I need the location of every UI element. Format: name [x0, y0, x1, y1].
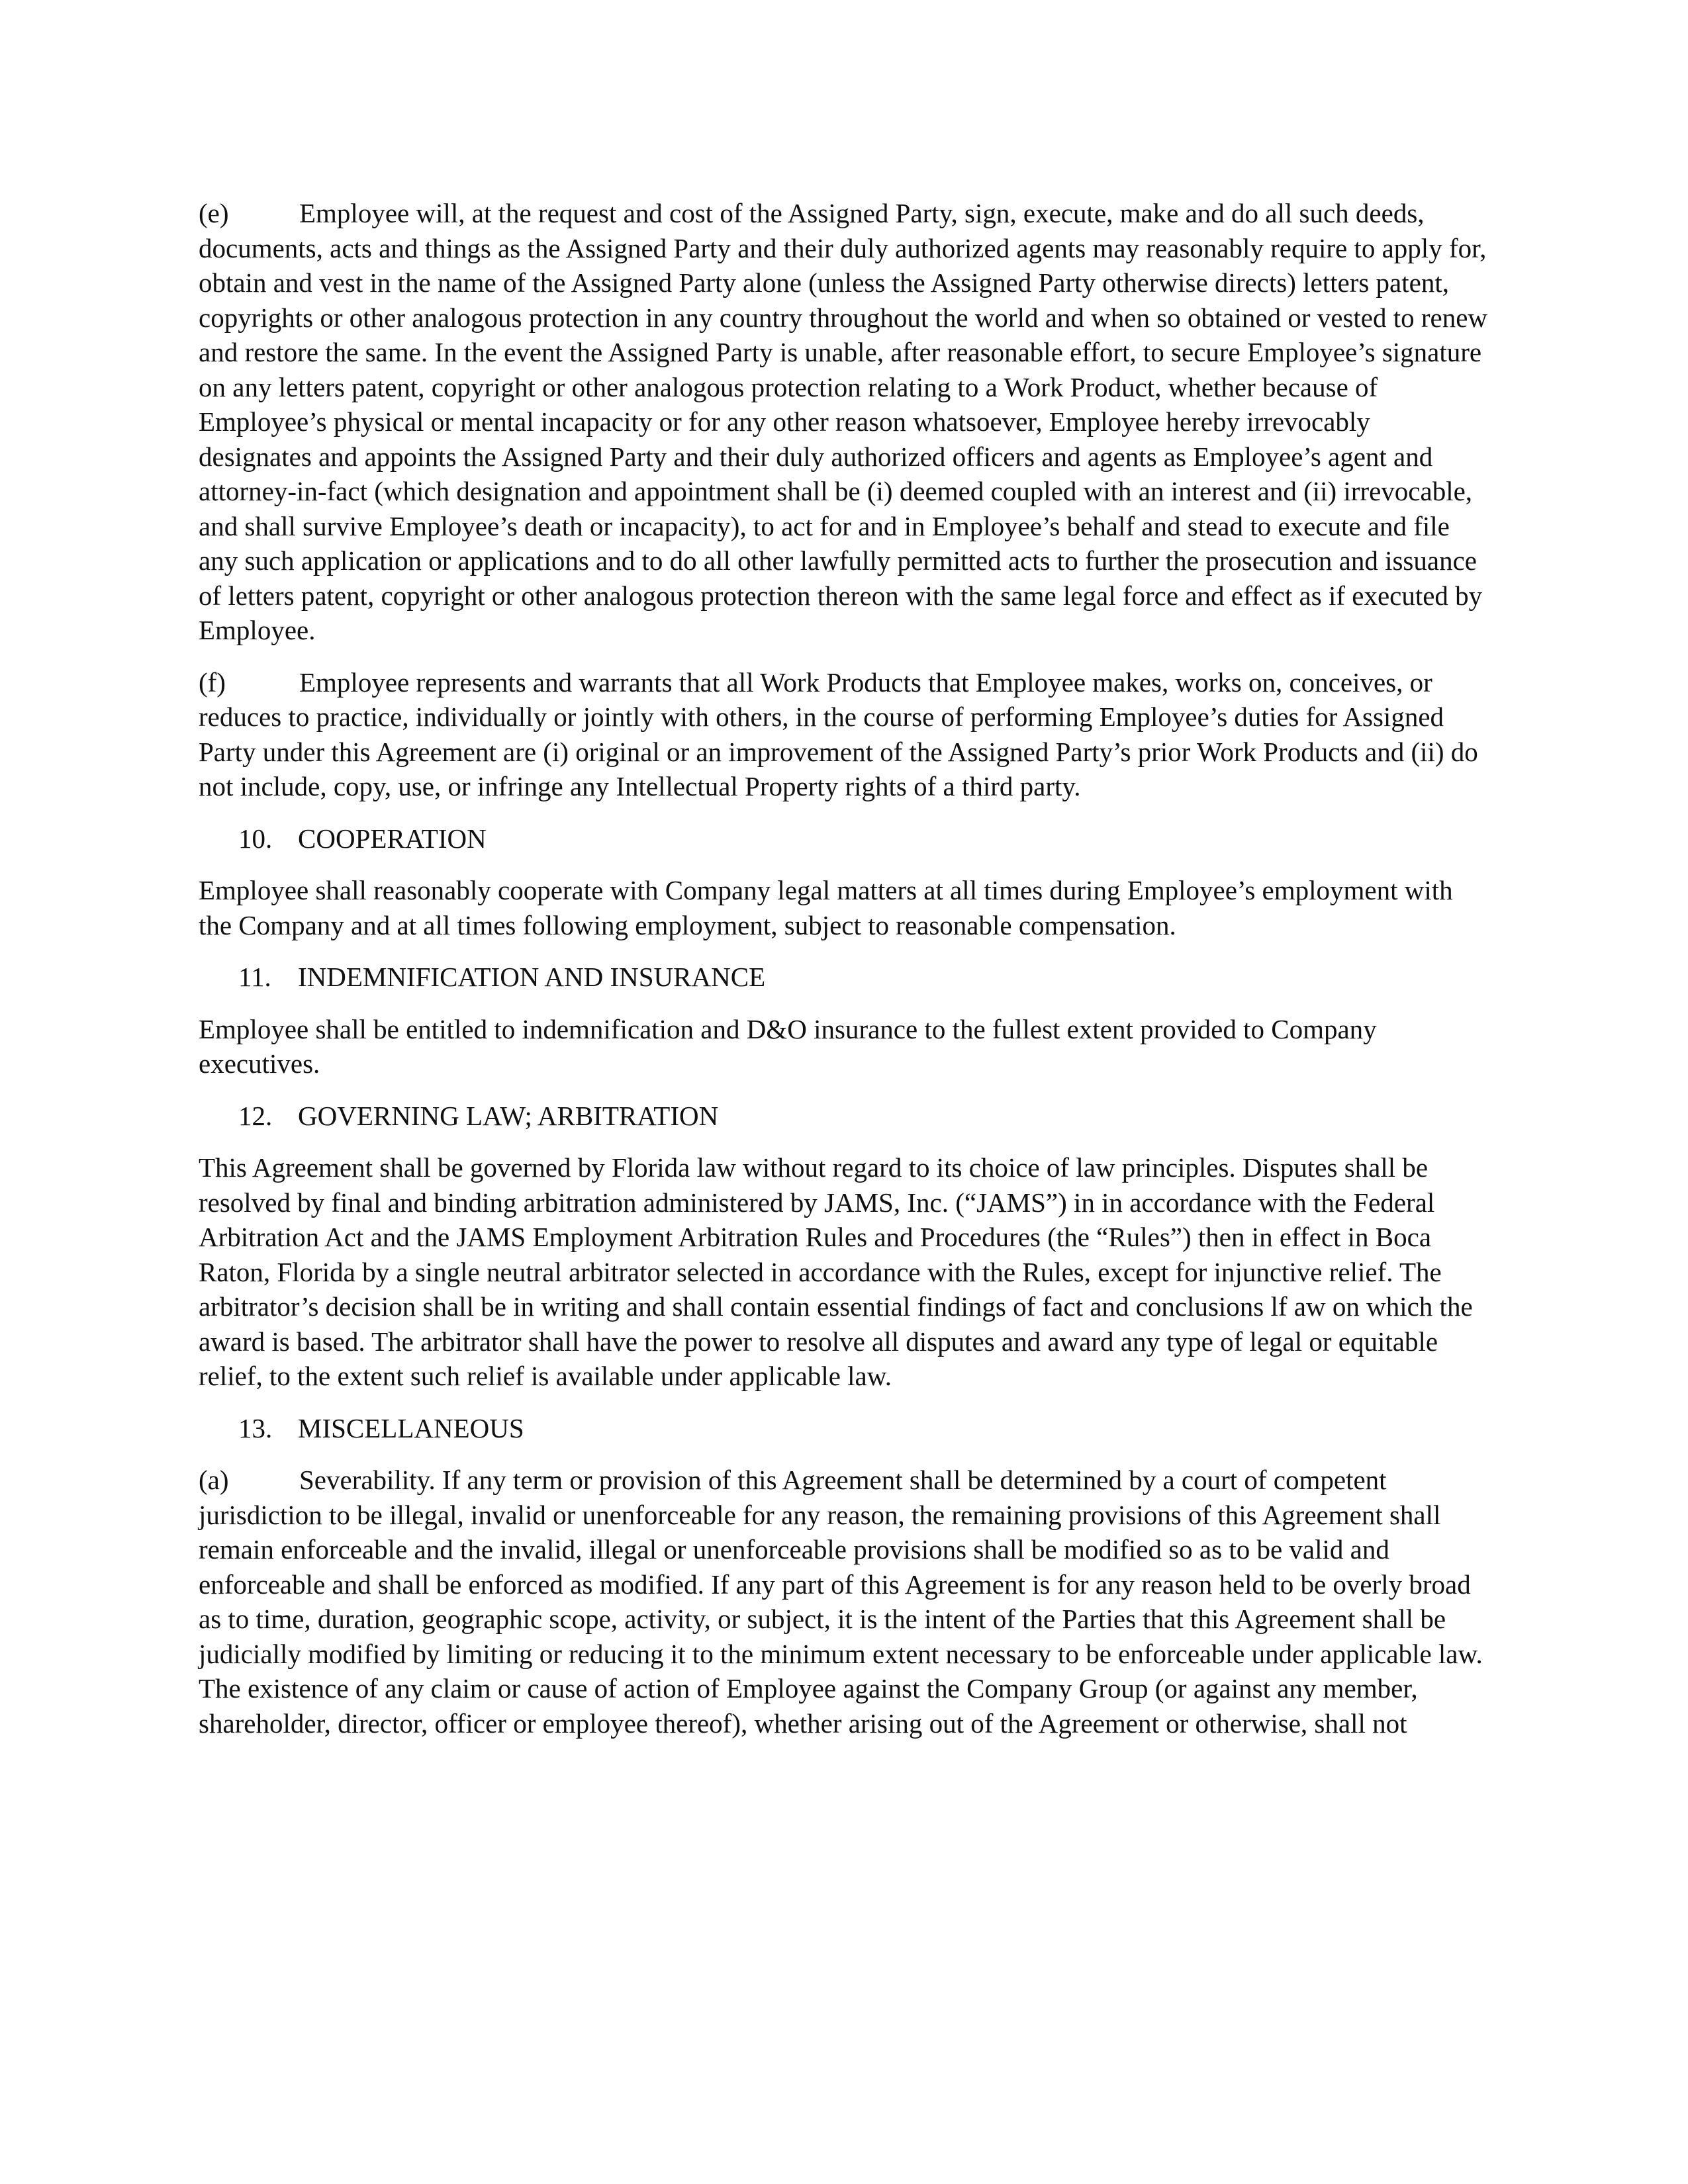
clause-e-text: Employee will, at the request and cost of the Assigned Party, sign, execute, make and do all such deeds, documents, acts and things as the Assigned Party and their duly authorized agents may reasonably require to apply for, obtain and vest in the name of the Assigned Party alone (unless the Assigned Party otherwise directs) letters patent, copyrights or other analogous protection in any country throughout the world and when so obtained or vested to renew and restore the same. In the event the Assigned Party is unable, after reasonable effort, to secure Employee’s signature on any letters patent, copyright or other analogous protection relating to a Work Product, whether because of Employee’s physical or mental incapacity or for any other reason whatsoever, Employee hereby irrevocably designates and appoints the Assigned Party and their duly authorized officers and agents as Employee’s agent and attorney-in-fact (which designation and appointment shall be (i) deemed coupled with an interest and (ii) irrevocable, and shall survive Employee’s death or incapacity), to act for and in Employee’s behalf and stead to execute and file any such application or applications and to do all other lawfully permitted acts to further the prosecution and issuance of letters patent, copyright or other analogous protection thereon with the same legal force and effect as if executed by Employee.	[199, 198, 1488, 645]
section-12-text: This Agreement shall be governed by Florida law without regard to its choice of law principles. Disputes shall be resolved by final and binding arbitration administered by JAMS, Inc. (“JAMS”) in in accordance with the Federal Arbitration Act and the JAMS Employment Arbitration Rules and Procedures (the “Rules”) then in effect in Boca Raton, Florida by a single neutral arbitrator selected in accordance with the Rules, except for injunctive relief. The arbitrator’s decision shall be in writing and shall contain essential findings of fact and conclusions lf aw on which the award is based. The arbitrator shall have the power to resolve all disputes and award any type of legal or equitable relief, to the extent such relief is available under applicable law.	[199, 1152, 1473, 1391]
section-12-heading	[199, 1099, 1489, 1134]
clause-e-label: (e)	[199, 198, 229, 228]
section-11-heading	[199, 960, 1489, 995]
section-10-title: COOPERATION	[298, 823, 487, 854]
section-10-number: 10.	[238, 823, 273, 854]
clause-e	[199, 196, 1489, 648]
section-11-title: INDEMNIFICATION AND INSURANCE	[298, 962, 766, 992]
section-13-clause-a-label: (a)	[199, 1465, 229, 1495]
section-11-number: 11.	[238, 962, 271, 992]
section-13-clause-a	[199, 1463, 1489, 1741]
section-13-number: 13.	[238, 1412, 273, 1443]
document-page	[199, 196, 1489, 1758]
clause-f-label: (f)	[199, 666, 226, 698]
clause-f-text: Employee represents and warrants that all Work Products that Employee makes, works on, conceives, or reduces to practice, individually or jointly with others, in the course of performing Employee’s duties for Assigned Party under this Agreement are (i) original or an improvement of the Assigned Party’s prior Work Products and (ii) do not include, copy, use, or infringe any Intellectual Property rights of a third party.	[199, 666, 1478, 801]
section-11-text: Employee shall be entitled to indemnification and D&O insurance to the fullest extent provided to Company executives.	[199, 1013, 1377, 1079]
section-10-heading	[199, 821, 1489, 856]
section-12-title: GOVERNING LAW; ARBITRATION	[298, 1100, 719, 1131]
section-10-text: Employee shall reasonably cooperate with Company legal matters at all times during Employee’s employment with the Company and at all times following employment, subject to reasonable compensation.	[199, 875, 1453, 940]
section-13-clause-a-text: Severability. If any term or provision of this Agreement shall be determined by a court of competent jurisdiction to be illegal, invalid or unenforceable for any reason, the remaining provisions of this Agreement shall remain enforceable and the invalid, illegal or unenforceable provisions shall be modified so as to be valid and enforceable and shall be enforced as modified. If any part of this Agreement is for any reason held to be overly broad as to time, duration, geographic scope, activity, or subject, it is the intent of the Parties that this Agreement shall be judicially modified by limiting or reducing it to the minimum extent necessary to be enforceable under applicable law. The existence of any claim or cause of action of Employee against the Company Group (or against any member, shareholder, director, officer or employee thereof), whether arising out of the Agreement or otherwise, shall not	[199, 1465, 1483, 1739]
section-13-heading	[199, 1411, 1489, 1446]
section-12-number: 12.	[238, 1100, 273, 1131]
clause-f	[199, 665, 1489, 804]
section-13-title: MISCELLANEOUS	[298, 1412, 524, 1443]
